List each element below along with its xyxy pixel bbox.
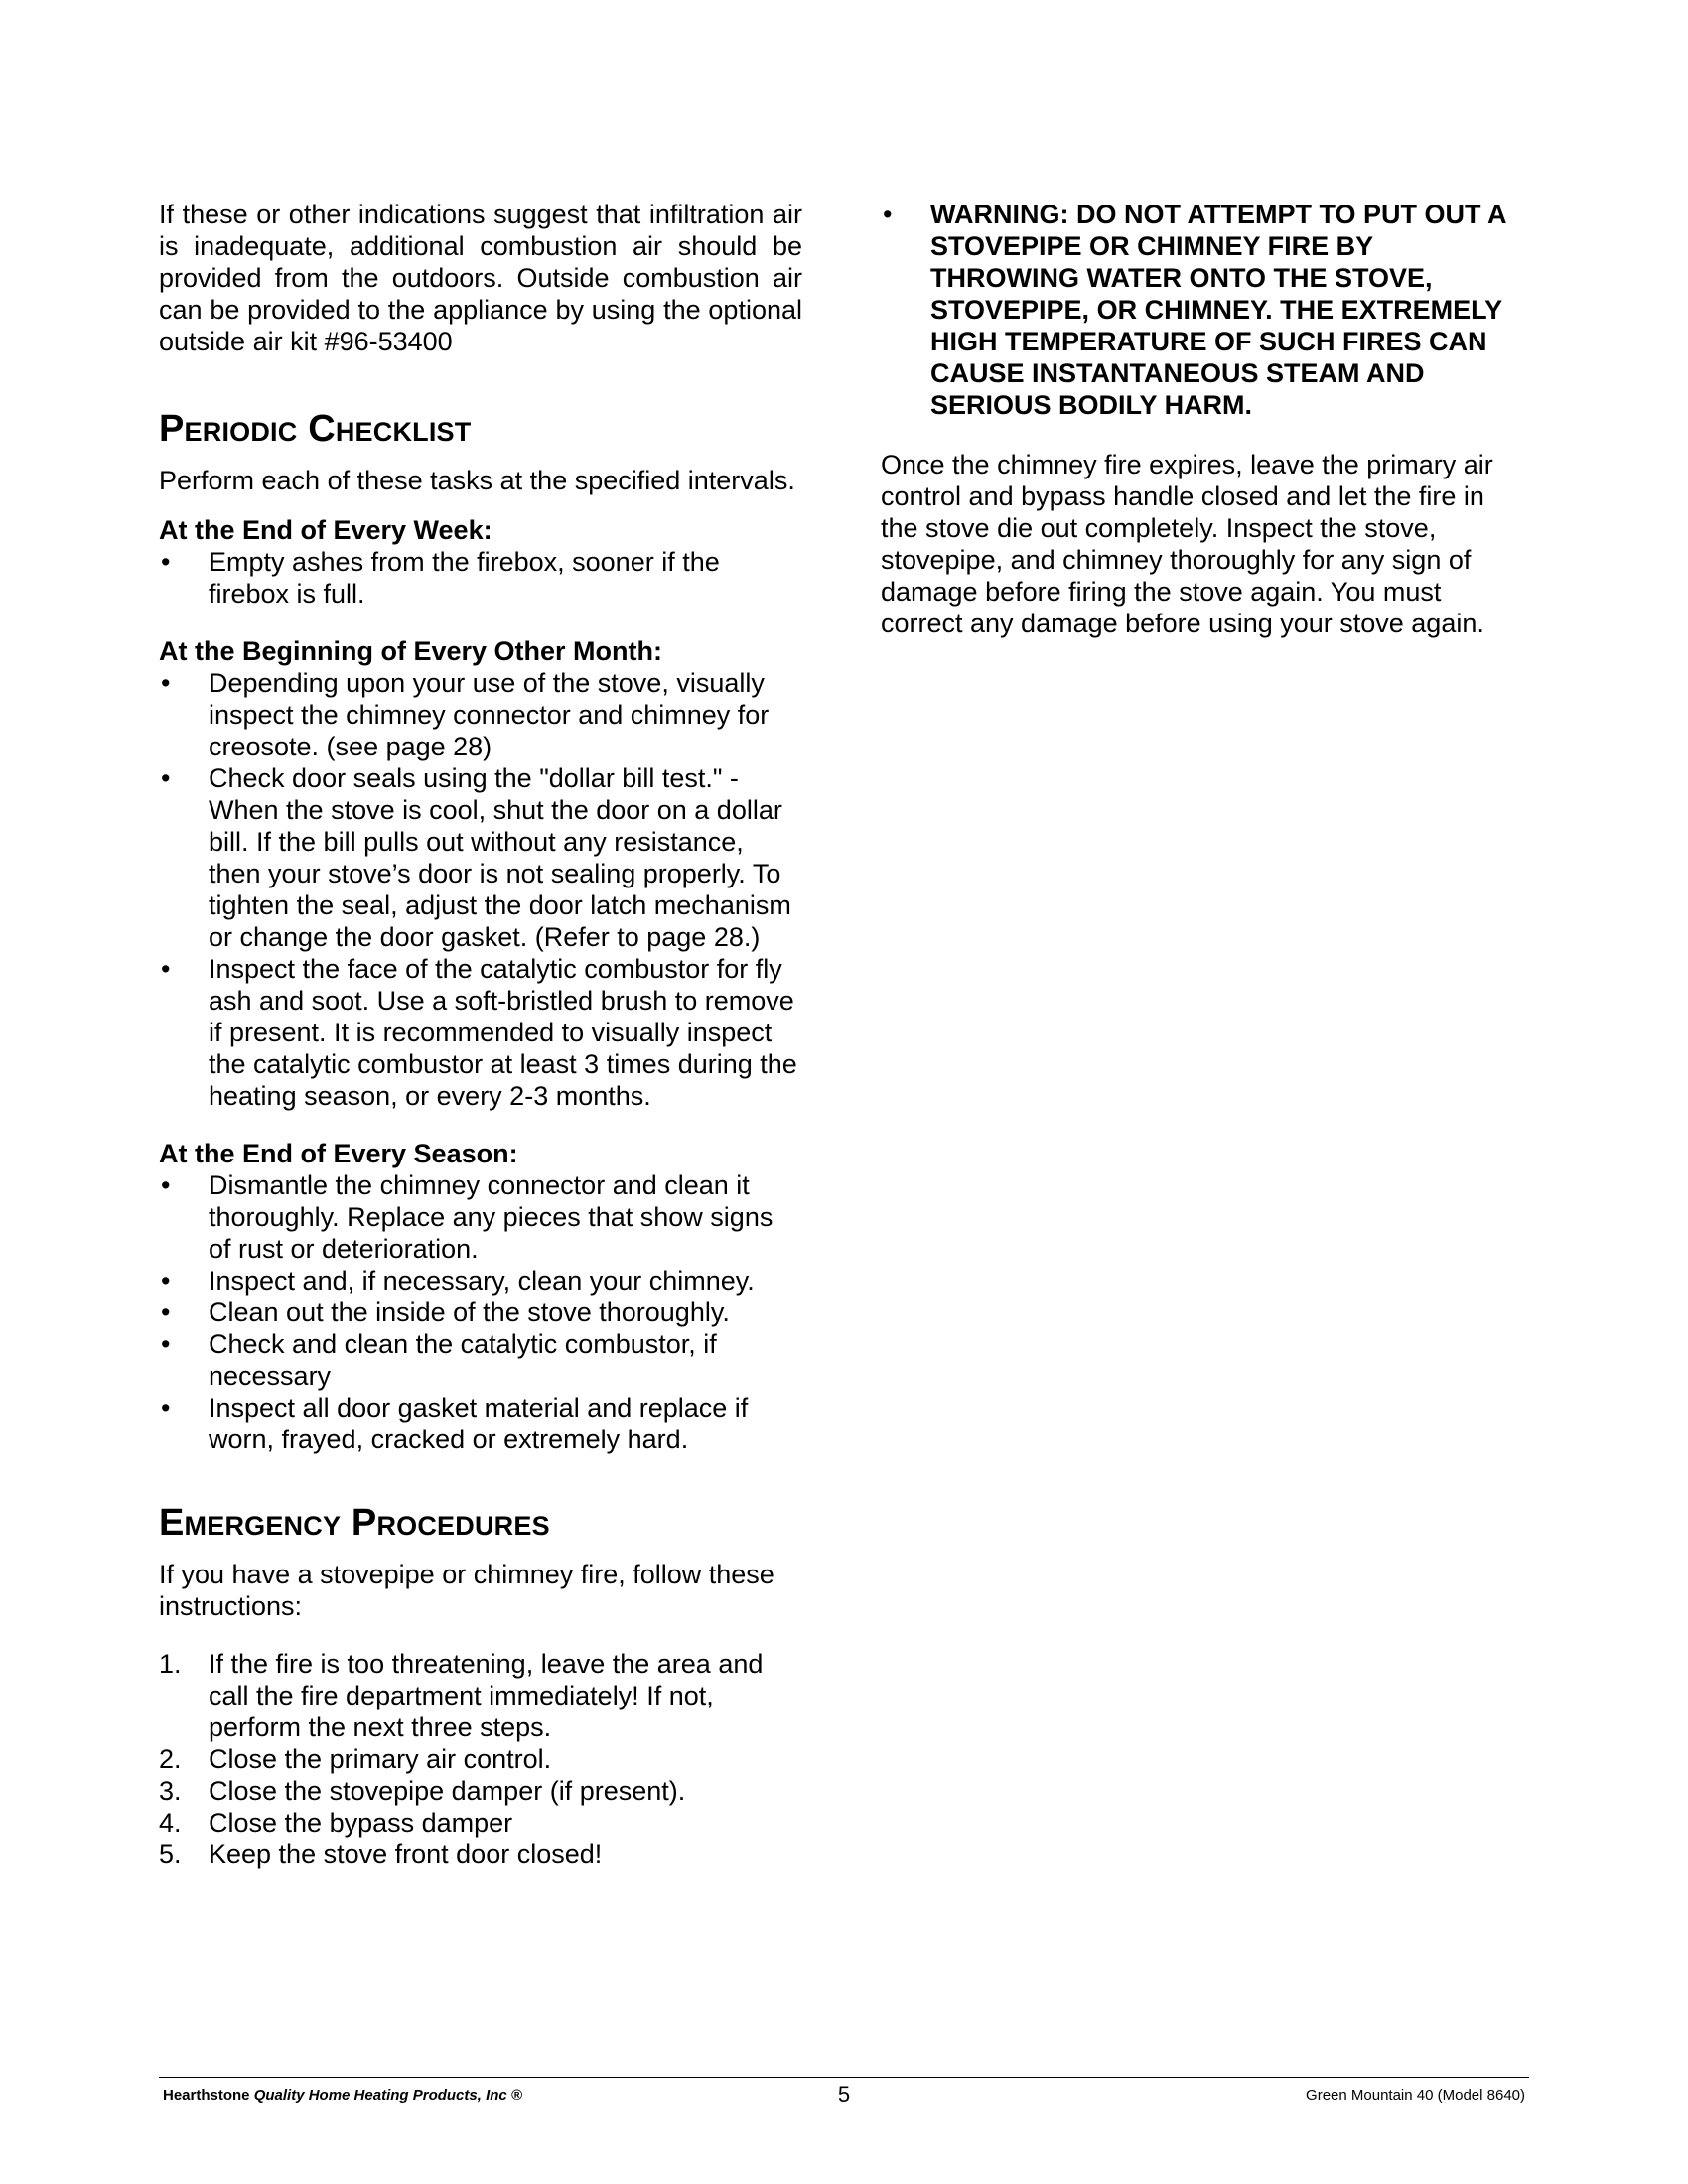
bullet-icon: • xyxy=(161,763,171,793)
bullet-icon: • xyxy=(161,1393,171,1423)
bullet-icon: • xyxy=(161,954,171,984)
bullet-icon: • xyxy=(161,547,171,577)
intro-paragraph: If these or other indications suggest that infiltration air is inadequate, additional combustion air should be provided from the outdoors. Outside combustion air can be provided to the appliance by using the optional outside air kit #96-53400 xyxy=(159,200,802,356)
season-task-list xyxy=(159,1169,802,1455)
bullet-icon: • xyxy=(883,200,893,229)
month-section-title: At the Beginning of Every Other Month: xyxy=(159,636,662,666)
list-item: 4. Close the bypass damper xyxy=(159,1808,513,1838)
page-footer xyxy=(159,2077,1529,2114)
footer-model: Green Mountain 40 (Model 8640) xyxy=(1306,2087,1525,2104)
list-item: 3. Close the stovepipe damper (if present). xyxy=(159,1776,686,1806)
week-section-title: At the End of Every Week: xyxy=(159,515,492,545)
month-task-list xyxy=(159,667,802,1112)
chimney-fire-paragraph: Once the chimney fire expires, leave the primary air control and bypass handle closed and let the fire in the stove die out completely. Inspect the stove, stovepipe, and chimney thoroughly for any sign of damage before firing the stove again. You must correct any damage before using your stove again. xyxy=(881,450,1493,638)
list-item: • Depending upon your use of the stove, visually inspect the chimney connector and chimney for creosote. (see page 28) xyxy=(161,668,770,761)
bullet-icon: • xyxy=(161,1170,171,1200)
bullet-icon: • xyxy=(161,1266,171,1296)
list-item: • Inspect and, if necessary, clean your chimney. xyxy=(161,1266,755,1296)
page-number: 5 xyxy=(837,2082,851,2107)
emergency-steps xyxy=(159,1648,802,1870)
list-item: 1. If the fire is too threatening, leave the area and call the fire department immediately! If not, perform the next three steps. xyxy=(159,1649,764,1742)
list-item: • Clean out the inside of the stove thoroughly. xyxy=(161,1297,730,1327)
season-section-title: At the End of Every Season: xyxy=(159,1139,518,1168)
list-item: • Inspect all door gasket material and replace if worn, frayed, cracked or extremely hard. xyxy=(161,1393,749,1454)
warning-list xyxy=(881,199,1524,421)
list-item: • Check door seals using the "dollar bill test." - When the stove is cool, shut the door on a dollar bill. If the bill pulls out without any resistance, then your stove’s door is not sealing properly. To tighten the seal, adjust the door latch mechanism or change the door gasket. (Refer to page 28.) xyxy=(161,763,791,952)
list-item: 5. Keep the stove front door closed! xyxy=(159,1840,603,1869)
bullet-icon: • xyxy=(161,1329,171,1359)
emergency-intro: If you have a stovepipe or chimney fire, follow these instructions: xyxy=(159,1560,774,1621)
footer-company: Hearthstone Quality Home Heating Products, Inc ® xyxy=(163,2087,522,2104)
periodic-checklist-heading: Periodic Checklist xyxy=(159,408,472,450)
right-column xyxy=(881,199,1524,639)
list-item: • Inspect the face of the catalytic combustor for fly ash and soot. Use a soft-bristled brush to remove if present. It is recommended to visually inspect the catalytic combustor at least 3 times during the heating season, or every 2-3 months. xyxy=(161,954,797,1111)
list-item: • Dismantle the chimney connector and clean it thoroughly. Replace any pieces that show signs of rust or deterioration. xyxy=(161,1170,774,1264)
periodic-checklist-intro: Perform each of these tasks at the specified intervals. xyxy=(159,466,795,495)
list-item: 2. Close the primary air control. xyxy=(159,1744,552,1774)
list-item: • Check and clean the catalytic combustor, if necessary xyxy=(161,1329,717,1391)
left-column xyxy=(159,199,802,1870)
week-task-list xyxy=(159,546,802,610)
list-item: • Empty ashes from the firebox, sooner if the firebox is full. xyxy=(161,547,720,609)
emergency-procedures-heading: Emergency Procedures xyxy=(159,1502,550,1544)
bullet-icon: • xyxy=(161,668,171,698)
warning-item: • WARNING: DO NOT ATTEMPT TO PUT OUT A STOVEPIPE OR CHIMNEY FIRE BY THROWING WATER ONTO THE STOVE, STOVEPIPE, OR CHIMNEY. THE EXTREMELY HIGH TEMPERATURE OF SUCH FIRES CAN CAUSE INSTANTANEOUS STEAM AND SERIOUS BODILY HARM. xyxy=(883,200,1506,420)
bullet-icon: • xyxy=(161,1297,171,1327)
